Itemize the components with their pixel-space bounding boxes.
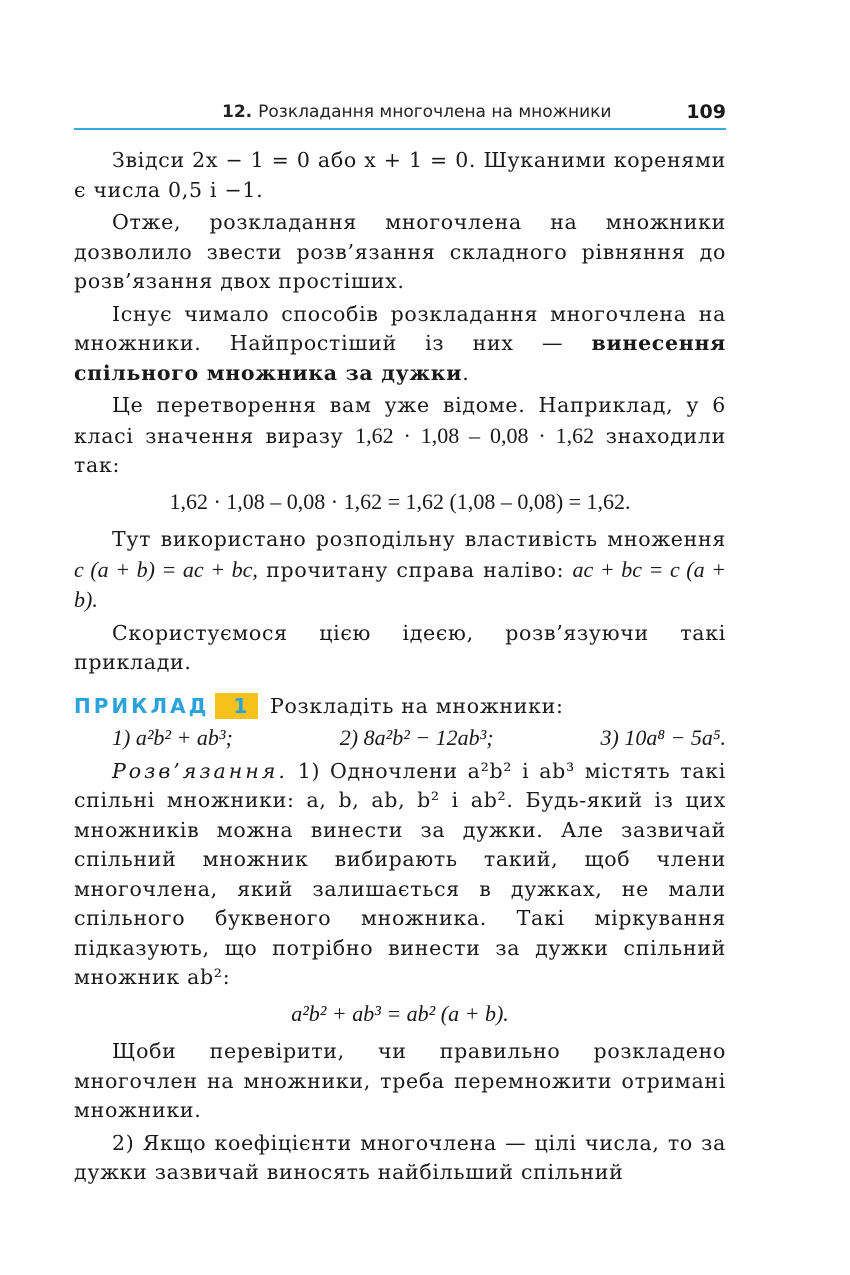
task-3: 3) 10a⁸ − 5a⁵. [600,725,726,750]
paragraph-example-6th [74,391,726,481]
distributive-text: Тут використано розподільну властивість множення [112,527,726,551]
methods-end: . [462,360,470,385]
paragraph-conclusion: Отже, розкладання многочлена на множники дозволило звести розв’язання складного рівняння до розв’язання двох простіших. [74,210,726,293]
example-6th-text-end: знаходили так: [74,423,726,477]
solution-text: 1) Одночлени a²b² і ab³ містять такі спільні множники: a, b, ab, b² і ab². Будь-який із цих множників можна винести за дужки. Але зазвичай спільний множник вибирають такий, щоб члени многочлена, який залишається в дужках, не мали спільного буквеного множника. Такі міркування підказують, що потрібно винести за дужки спільний множник ab²: [74,758,726,989]
methods-text: Існує чимало способів розкладання многочлена на множники. Найпростіший із них — [74,301,726,355]
distributive-formula: c (a + b) = ac + bc, [74,556,258,582]
example-number-badge: 1 [215,693,258,719]
example-label: ПРИКЛАД [74,693,210,718]
example-instruction: Розкладіть на множники: [270,693,564,718]
distributive-text-mid: прочитану справа наліво: [257,557,573,582]
page-number: 109 [686,101,726,123]
task-1: 1) a²b² + ab³; [112,725,233,750]
solution-label: Розв’язання. [112,758,288,783]
methods-bold-term: винесення спільного множника за дужки [74,331,726,385]
example-6th-text: Це перетворення вам уже відоме. Наприклад, у 6 класі значення виразу [74,393,726,448]
example-6th-expression: 1,62 · 1,08 – 0,08 · 1,62 [355,422,595,448]
formula-numeric: 1,62 · 1,08 – 0,08 · 1,62 = 1,62 (1,08 – 0,08) = 1,62. [169,488,631,514]
distributive-formula-reverse: ac + bc = c (a + b). [74,556,727,612]
page-header [74,98,726,130]
paragraph-use-idea: Скористуємося цією ідеєю, розв’язуючи такі приклади. [74,620,726,674]
paragraph-methods [74,300,726,389]
chapter-title [222,102,611,122]
example-tasks [74,723,726,753]
example-heading [74,692,726,722]
formula-factored: a²b² + ab³ = ab² (a + b). [291,1000,509,1026]
chapter-title-text: Розкладання многочлена на множники [258,102,612,122]
chapter-number: 12. [222,102,253,122]
paragraph-check: Щоби перевірити, чи правильно розкладено многочлен на множники, треба перемножити отримані множники. [74,1039,726,1122]
paragraph-coefficients: 2) Якщо коефіцієнти многочлена — цілі числа, то за дужки зазвичай виносять найбільший спільний [74,1130,726,1184]
page-body [74,146,726,1191]
paragraph-roots: Звідси 2x − 1 = 0 або x + 1 = 0. Шуканими коренями є числа 0,5 і −1. [74,148,726,202]
paragraph-distributive [74,525,726,616]
solution-paragraph [74,757,726,993]
task-2: 2) 8a²b² − 12ab³; [339,725,494,750]
